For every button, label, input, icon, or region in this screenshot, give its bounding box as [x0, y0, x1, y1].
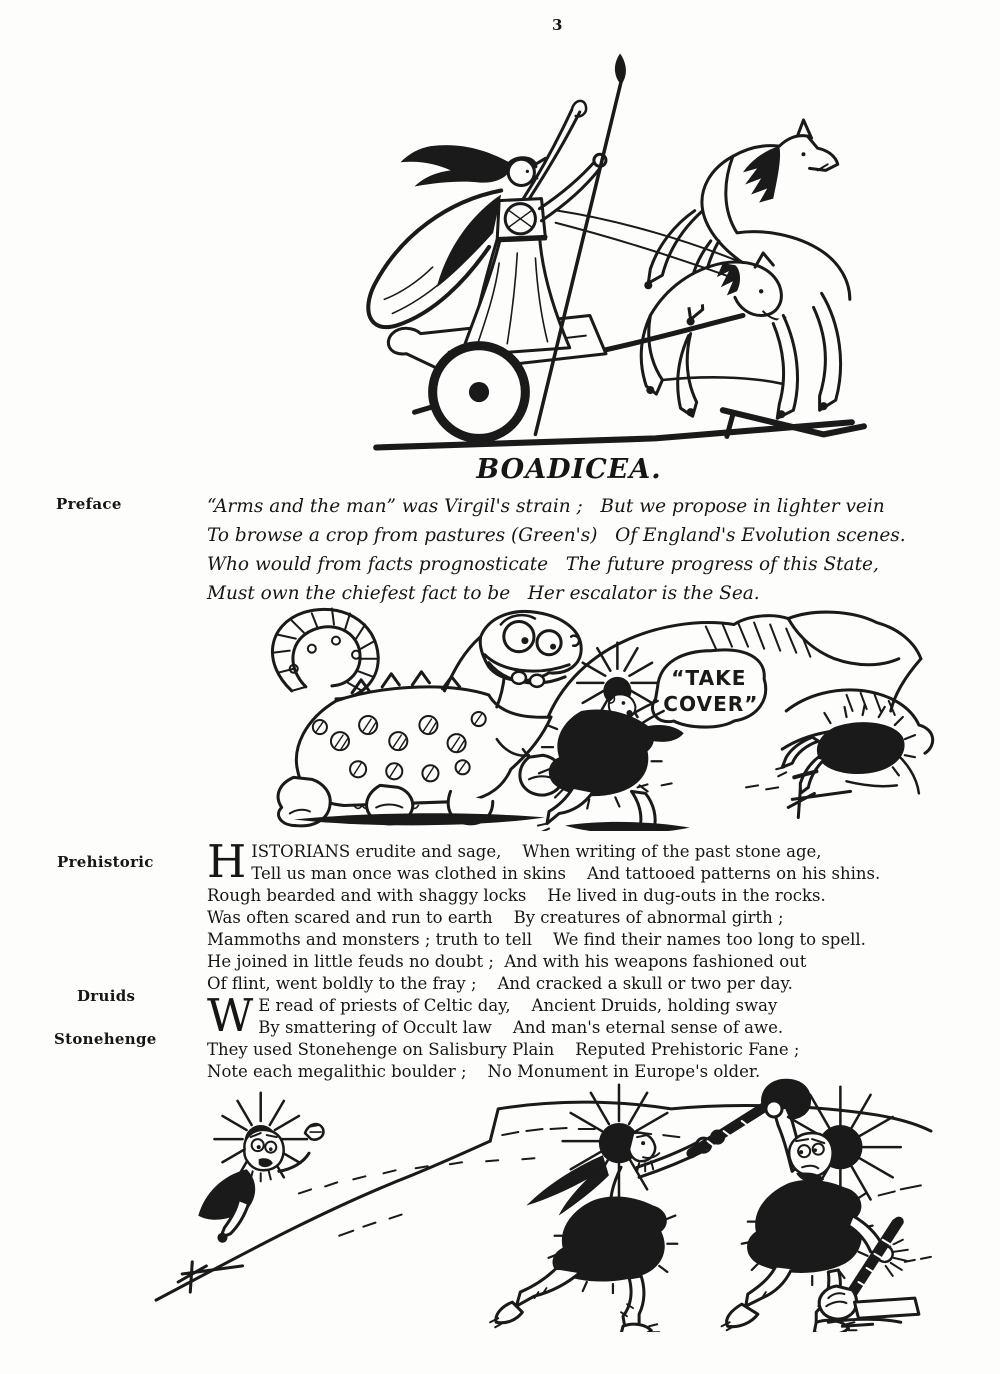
stanza-prehistoric: [207, 835, 907, 888]
drop-cap: H: [207, 835, 247, 888]
artist-monogram: [178, 1262, 242, 1292]
stanza-druids: [207, 989, 907, 1042]
speech-text-line1: “TAKE: [671, 665, 747, 690]
dress: [461, 235, 570, 356]
dinosaur-chase-illustration: [143, 597, 937, 831]
dinosaur-body: [296, 687, 551, 806]
fighting-caveman-left: [490, 1085, 723, 1332]
fur-skirt: [747, 1180, 862, 1273]
verse-line: ISTORIANS erudite and sage, When writing of the past stone age,: [251, 842, 822, 861]
chapter-title: BOADICEA.: [476, 454, 662, 485]
speech-text-line2: COVER”: [663, 691, 759, 716]
verse-line: Note each megalithic boulder ; No Monument in Europe's older.: [207, 1062, 761, 1081]
peeking-caveman: [198, 1093, 323, 1243]
verse-line: Rough bearded and with shaggy locks He lived in dug-outs in the rocks.: [207, 886, 826, 905]
verse-line: Was often scared and run to earth By creatures of abnormal girth ;: [207, 908, 784, 927]
dinosaur: [272, 608, 581, 825]
drop-cap: W: [207, 989, 254, 1042]
verse-line: Of flint, went boldly to the fray ; And cracked a skull or two per day.: [207, 974, 793, 993]
stone-slab: [854, 1298, 918, 1318]
verse-line: He joined in little feuds no doubt ; And with his weapons fashioned out: [207, 952, 807, 971]
boadicea-chariot-illustration: [348, 50, 872, 456]
artist-monogram: [788, 789, 850, 817]
fighting-caveman-right: [722, 1087, 908, 1332]
chariot-pole: [606, 315, 743, 349]
page-number: 3: [552, 16, 563, 34]
verse-line: They used Stonehenge on Salisbury Plain Reputed Prehistoric Fane ;: [207, 1040, 800, 1059]
cavemen-feud-illustration: [148, 1074, 938, 1332]
margin-label-prehistoric: Prehistoric: [57, 853, 154, 871]
preface-verse: [207, 492, 952, 608]
spear: [535, 53, 625, 434]
dinosaur-shadow: [294, 813, 545, 825]
verse-block: [207, 835, 907, 1083]
verse-line: E read of priests of Celtic day, Ancient Druids, holding sway: [258, 996, 778, 1015]
margin-label-stonehenge: Stonehenge: [54, 1030, 157, 1048]
hiding-caveman: [776, 705, 915, 793]
verse-line: To browse a crop from pastures (Green's) Of England's Evolution scenes.: [207, 525, 906, 546]
margin-label-preface: Preface: [56, 495, 122, 513]
verse-line: “Arms and the man” was Virgil's strain ; But we propose in lighter vein: [207, 496, 885, 517]
horses: [641, 120, 850, 418]
verse-line: Tell us man once was clothed in skins And tattooed patterns on his shins.: [251, 864, 881, 883]
verse-line: Who would from facts prognosticate The future progress of this State,: [207, 554, 879, 575]
margin-label-druids: Druids: [77, 987, 136, 1005]
verse-line: Mammoths and monsters ; truth to tell We find their names too long to spell.: [207, 930, 866, 949]
dinosaur-tail: [272, 609, 378, 699]
verse-line: By smattering of Occult law And man's eternal sense of awe.: [258, 1018, 784, 1037]
verse-line: Must own the chiefest fact to be Her escalator is the Sea.: [207, 583, 760, 604]
flowing-hair: [400, 145, 509, 186]
fur-body: [549, 709, 654, 796]
